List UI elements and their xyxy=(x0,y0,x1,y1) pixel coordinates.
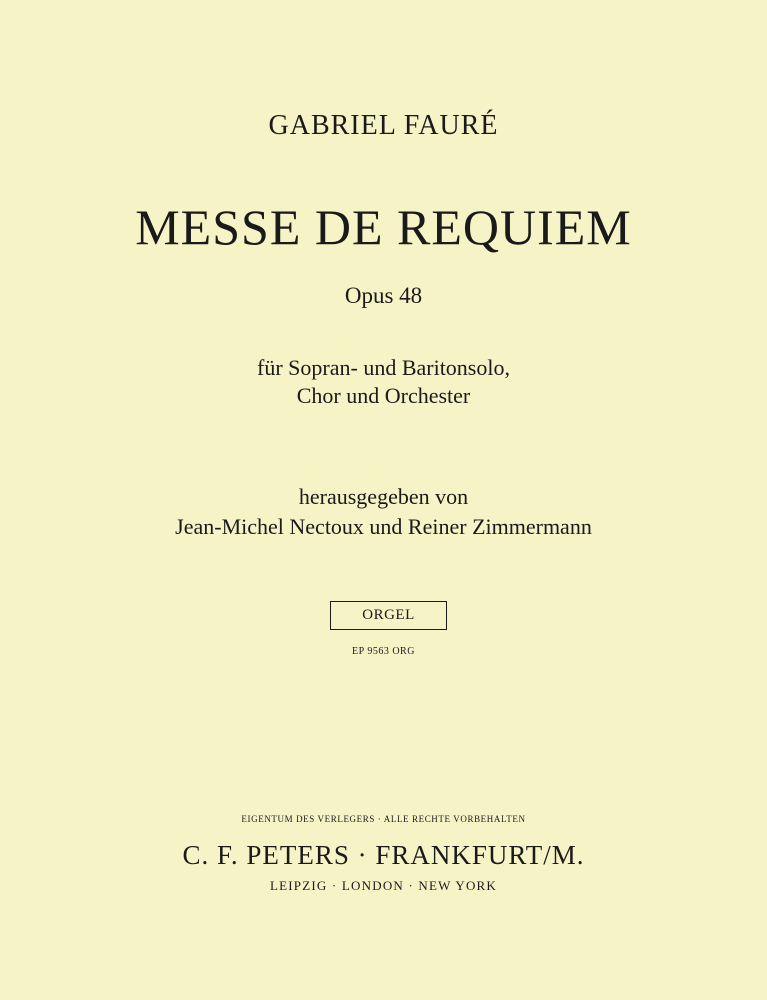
editor-intro: herausgegeben von xyxy=(298,484,469,509)
edition-number: EP 9563 ORG xyxy=(352,646,415,657)
scoring-line-2: Chor und Orchester xyxy=(296,383,471,408)
scoring-line-1: für Sopran- und Baritonsolo, xyxy=(257,355,510,380)
publisher-name: C. F. PETERS · FRANKFURT/M. xyxy=(182,840,585,870)
editor-names: Jean-Michel Nectoux und Reiner Zimmermann xyxy=(175,514,592,539)
part-label: ORGEL xyxy=(362,607,415,623)
rights-notice: EIGENTUM DES VERLEGERS · ALLE RECHTE VORBEHALTEN xyxy=(241,814,526,824)
composer-name: GABRIEL FAURÉ xyxy=(268,110,499,141)
opus-number: Opus 48 xyxy=(344,283,423,308)
work-title: MESSE DE REQUIEM xyxy=(135,199,632,255)
part-label-box xyxy=(330,601,447,630)
publisher-cities: LEIPZIG · LONDON · NEW YORK xyxy=(269,878,497,893)
